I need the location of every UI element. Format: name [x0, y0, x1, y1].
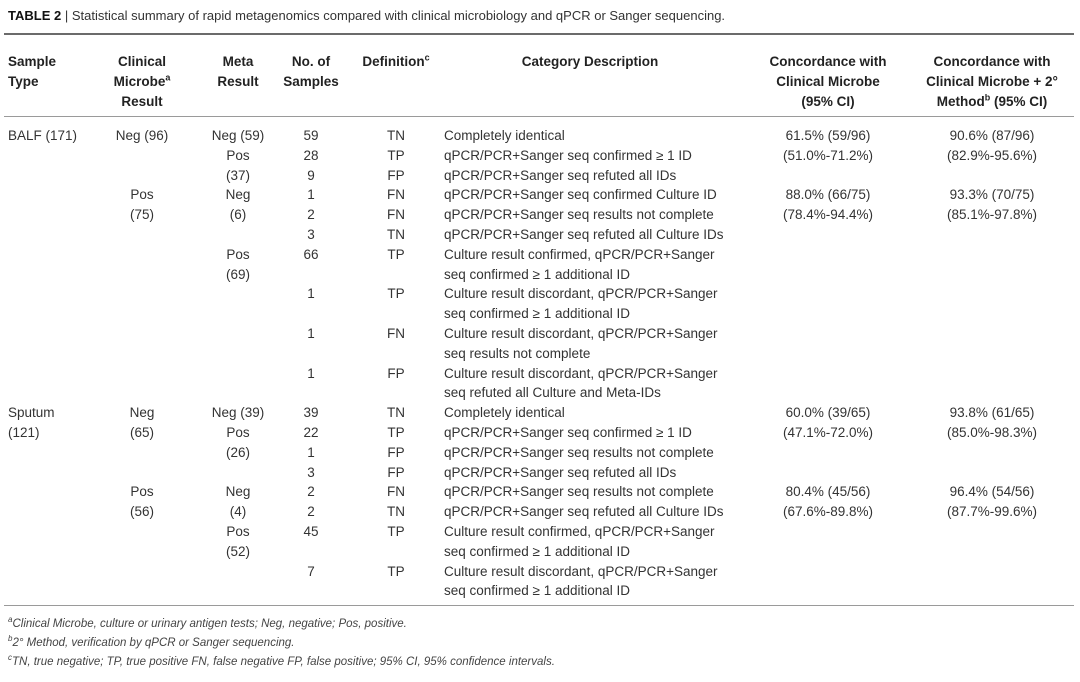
header-meta-result [198, 52, 278, 92]
cell-category-description: qPCR/PCR+Sanger seq results not complete [444, 484, 714, 500]
cell-meta-result: (52) [225, 543, 250, 559]
cell-definition: TN [387, 128, 405, 143]
top-rule [4, 33, 1074, 35]
cell-definition: FN [387, 326, 405, 341]
cell-sample-count: 1 [307, 365, 315, 381]
header-line: (95% CI) [994, 94, 1048, 109]
header-concordance-2nd-method [912, 52, 1072, 112]
cell-definition: TP [387, 563, 405, 579]
cell-sample-type: (121) [8, 425, 40, 440]
cell-category-description: seq confirmed ≥ 1 additional ID [444, 583, 631, 599]
table-caption [8, 8, 725, 23]
cell-clinical-result: (65) [129, 425, 154, 440]
cell-meta-result: Neg (39) [211, 405, 265, 421]
cell-sample-count: 39 [303, 405, 319, 421]
footnote-text: TN, true negative; TP, true positive FN, false negative FP, false positive; 95% CI, 95% confidence intervals. [12, 656, 555, 668]
cell-category-description: Culture result discordant, qPCR/PCR+Sanger [444, 563, 718, 579]
cell-category-description: seq confirmed ≥ 1 additional ID [444, 543, 631, 559]
cell-definition: TN [387, 504, 405, 520]
cell-category-description: Culture result discordant, qPCR/PCR+Sanger [444, 326, 718, 341]
footnote-b [8, 634, 295, 649]
cell-concordance-clinical: 88.0% (66/75) [785, 187, 871, 203]
header-clinical-microbe [92, 52, 192, 112]
header-line: Microbe [113, 74, 166, 89]
cell-category-description: qPCR/PCR+Sanger seq refuted all Culture IDs [444, 227, 724, 242]
header-line: Sample [8, 54, 57, 69]
cell-sample-count: 3 [307, 227, 315, 242]
cell-definition: TP [387, 246, 405, 262]
cell-meta-result: (4) [229, 504, 247, 520]
cell-concordance-2nd-method: 96.4% (54/56) [949, 484, 1035, 500]
cell-concordance-2nd-method: (85.1%-97.8%) [946, 207, 1038, 223]
cell-sample-count: 2 [307, 504, 315, 520]
header-definition [352, 52, 440, 72]
cell-sample-count: 1 [307, 444, 315, 460]
header-line: Method [936, 94, 985, 109]
cell-category-description: seq results not complete [444, 345, 591, 361]
cell-category-description: Culture result confirmed, qPCR/PCR+Sanger [444, 524, 715, 539]
cell-sample-count: 59 [303, 128, 319, 143]
cell-sample-count: 1 [307, 187, 315, 203]
cell-clinical-result: (75) [129, 207, 154, 223]
cell-category-description: qPCR/PCR+Sanger seq confirmed Culture ID [444, 187, 717, 203]
cell-meta-result: Pos [226, 524, 250, 539]
footnote-mark: c [424, 52, 430, 63]
bottom-rule [4, 605, 1074, 606]
cell-concordance-clinical: (78.4%-94.4%) [782, 207, 874, 223]
cell-concordance-2nd-method: 90.6% (87/96) [949, 128, 1035, 143]
header-line: Clinical Microbe [776, 74, 880, 89]
cell-sample-count: 9 [307, 167, 315, 183]
cell-definition: FP [387, 444, 405, 460]
footnote-text: 2° Method, verification by qPCR or Sanger sequencing. [12, 637, 295, 649]
cell-concordance-clinical: 80.4% (45/56) [785, 484, 871, 500]
cell-sample-type: BALF (171) [8, 128, 78, 143]
cell-definition: FP [387, 365, 405, 381]
cell-definition: TP [387, 286, 405, 302]
cell-concordance-2nd-method: 93.3% (70/75) [949, 187, 1035, 203]
header-line: Result [217, 74, 259, 89]
cell-category-description: Culture result confirmed, qPCR/PCR+Sanger [444, 246, 715, 262]
cell-meta-result: (69) [225, 266, 250, 282]
cell-category-description: Completely identical [444, 405, 565, 421]
cell-definition: TP [387, 425, 405, 440]
cell-category-description: qPCR/PCR+Sanger seq refuted all Culture IDs [444, 504, 724, 520]
cell-category-description: qPCR/PCR+Sanger seq confirmed ≥ 1 ID [444, 425, 692, 440]
cell-sample-count: 2 [307, 484, 315, 500]
cell-sample-count: 3 [307, 464, 315, 480]
header-line: No. of [291, 54, 331, 69]
cell-concordance-2nd-method: 93.8% (61/65) [949, 405, 1035, 421]
header-line: Clinical [117, 54, 166, 69]
cell-meta-result: Pos [226, 425, 250, 440]
cell-meta-result: Pos [226, 147, 250, 163]
header-line: Definition [362, 54, 425, 69]
cell-sample-count: 22 [303, 425, 319, 440]
cell-definition: TP [387, 524, 405, 539]
cell-meta-result: (6) [229, 207, 247, 223]
header-line: Type [8, 74, 39, 89]
cell-sample-count: 1 [307, 286, 315, 302]
cell-concordance-2nd-method: (82.9%-95.6%) [946, 147, 1038, 163]
header-concordance-clinical [752, 52, 904, 112]
footnote-mark: c [8, 653, 12, 663]
cell-category-description: Culture result discordant, qPCR/PCR+Sanger [444, 286, 718, 302]
cell-category-description: qPCR/PCR+Sanger seq refuted all IDs [444, 464, 677, 480]
cell-concordance-clinical: (51.0%-71.2%) [782, 147, 874, 163]
cell-definition: FN [387, 207, 405, 223]
cell-category-description: qPCR/PCR+Sanger seq refuted all IDs [444, 167, 677, 183]
header-line: Category Description [521, 54, 659, 69]
cell-sample-count: 66 [303, 246, 319, 262]
header-line: Meta [222, 54, 254, 69]
cell-concordance-clinical: 61.5% (59/96) [785, 128, 871, 143]
header-no-of-samples [276, 52, 346, 92]
cell-concordance-clinical: 60.0% (39/65) [785, 405, 871, 421]
cell-concordance-clinical: (47.1%-72.0%) [782, 425, 874, 440]
header-line: (95% CI) [801, 94, 855, 109]
cell-category-description: Culture result discordant, qPCR/PCR+Sanger [444, 365, 718, 381]
cell-definition: FN [387, 187, 405, 203]
cell-sample-count: 7 [307, 563, 315, 579]
cell-meta-result: Neg (59) [211, 128, 265, 143]
cell-category-description: qPCR/PCR+Sanger seq confirmed ≥ 1 ID [444, 147, 692, 163]
cell-meta-result: (37) [225, 167, 250, 183]
cell-clinical-result: Neg [129, 405, 155, 421]
cell-sample-count: 1 [307, 326, 315, 341]
cell-concordance-2nd-method: (87.7%-99.6%) [946, 504, 1038, 520]
cell-category-description: Completely identical [444, 128, 565, 143]
header-category-description [470, 52, 710, 72]
footnote-c [8, 653, 555, 668]
cell-definition: TP [387, 147, 405, 163]
cell-meta-result: (26) [225, 444, 250, 460]
cell-concordance-clinical: (67.6%-89.8%) [782, 504, 874, 520]
footnote-mark: b [8, 634, 13, 644]
header-line: Result [121, 94, 163, 109]
cell-category-description: seq confirmed ≥ 1 additional ID [444, 266, 631, 282]
cell-sample-count: 2 [307, 207, 315, 223]
cell-definition: FP [387, 464, 405, 480]
cell-concordance-2nd-method: (85.0%-98.3%) [946, 425, 1038, 440]
header-line: Concordance with [933, 54, 1051, 69]
header-line: Clinical Microbe + 2° [926, 74, 1058, 89]
cell-category-description: seq refuted all Culture and Meta-IDs [444, 385, 661, 401]
header-line: Concordance with [769, 54, 887, 69]
cell-clinical-result: Pos [130, 484, 154, 500]
footnote-text: Clinical Microbe, culture or urinary antigen tests; Neg, negative; Pos, positive. [12, 618, 407, 630]
cell-definition: FN [387, 484, 405, 500]
cell-category-description: qPCR/PCR+Sanger seq results not complete [444, 207, 714, 223]
cell-category-description: seq confirmed ≥ 1 additional ID [444, 306, 631, 322]
cell-sample-count: 28 [303, 147, 319, 163]
cell-clinical-result: Neg (96) [115, 128, 169, 143]
caption-text: Statistical summary of rapid metagenomics compared with clinical microbiology and qPCR or Sanger sequencing. [71, 8, 726, 23]
footnote-a [8, 615, 407, 630]
footnote-mark: b [984, 92, 991, 103]
cell-meta-result: Neg [225, 484, 251, 500]
cell-definition: TN [387, 227, 405, 242]
cell-clinical-result: (56) [129, 504, 154, 520]
cell-definition: FP [387, 167, 405, 183]
cell-category-description: qPCR/PCR+Sanger seq results not complete [444, 444, 714, 460]
footnote-mark: a [165, 72, 171, 83]
header-rule [4, 116, 1074, 117]
cell-meta-result: Pos [226, 246, 250, 262]
cell-sample-type: Sputum [8, 405, 55, 421]
footnote-mark: a [8, 615, 13, 625]
header-line: Samples [283, 74, 339, 89]
caption-separator: | [64, 8, 72, 23]
cell-sample-count: 45 [303, 524, 319, 539]
cell-clinical-result: Pos [130, 187, 154, 203]
cell-definition: TN [387, 405, 405, 421]
cell-meta-result: Neg [225, 187, 251, 203]
header-sample-type [8, 52, 56, 92]
table-label: TABLE 2 [8, 8, 62, 23]
